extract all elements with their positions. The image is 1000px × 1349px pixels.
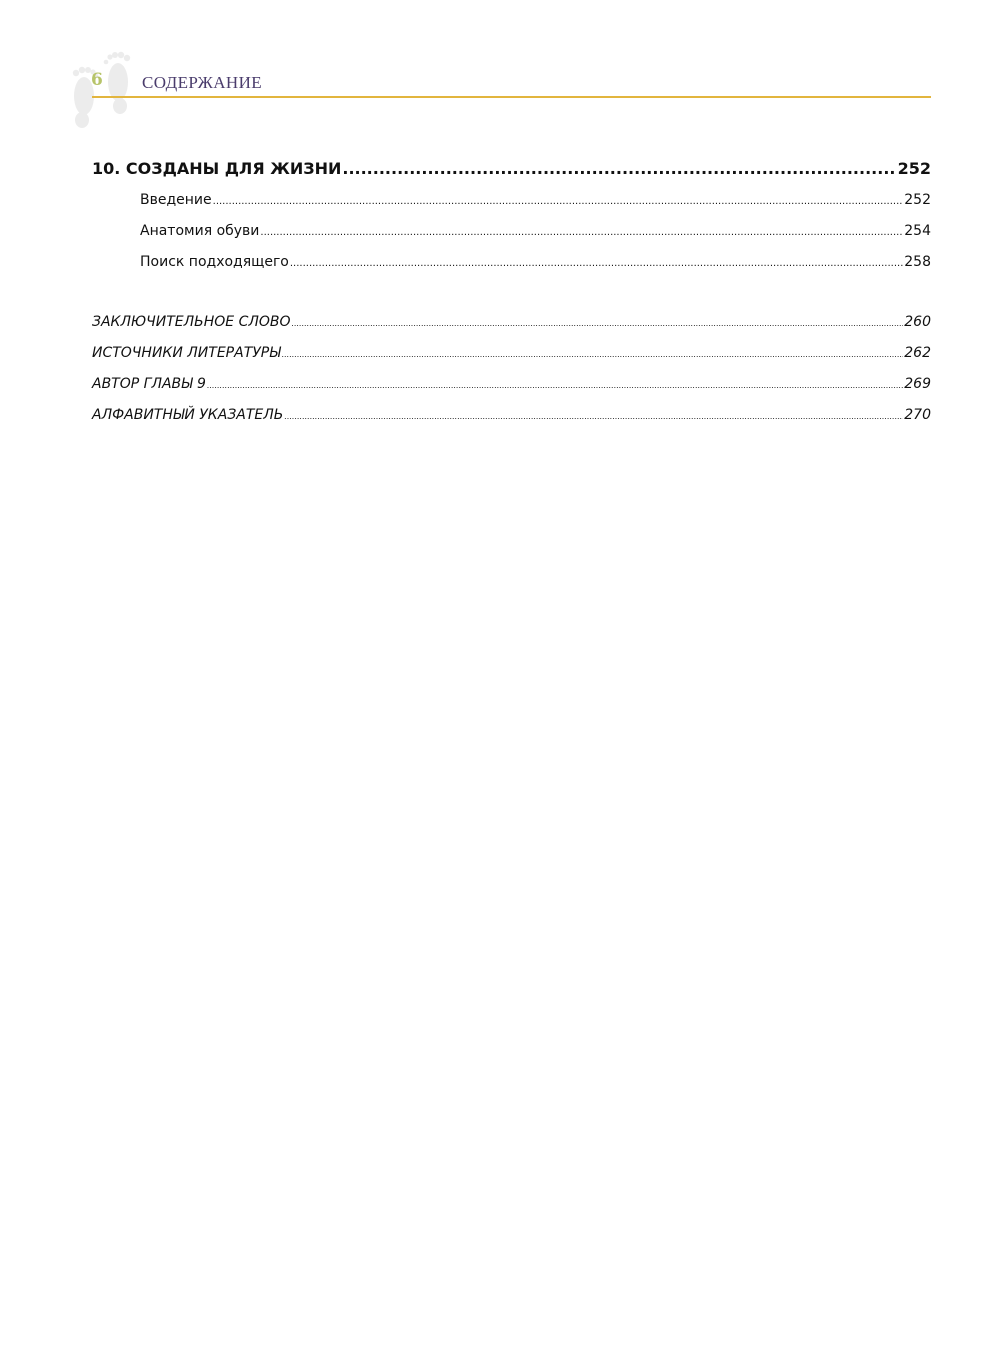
section-title: СОДЕРЖАНИЕ [142,73,263,92]
toc-entry-label: 10. СОЗДАНЫ ДЛЯ ЖИЗНИ [92,159,342,178]
dot-leader [290,254,903,270]
toc-entry-label: Введение [140,192,212,208]
toc-entry-page: 270 [904,407,931,423]
dot-leader [342,159,896,178]
toc-entry-label: Поиск подходящего [140,254,289,270]
toc-backmatter-entry[interactable] [92,314,931,330]
toc-entry-label: ЗАКЛЮЧИТЕЛЬНОЕ СЛОВО [92,314,291,330]
page-header [0,0,1000,110]
toc-entry-page: 252 [904,192,931,208]
toc-entry-label: Анатомия обуви [140,223,260,239]
dot-leader [284,407,903,423]
dot-leader [282,345,904,361]
toc-backmatter-entry[interactable] [92,345,931,361]
toc-entry-page: 252 [897,159,931,178]
toc-entry-label: ИСТОЧНИКИ ЛИТЕРАТУРЫ [92,345,281,361]
toc-entry-page: 258 [904,254,931,270]
toc-subsection-entry[interactable] [140,254,931,270]
toc-entry-page: 260 [904,314,931,330]
toc-entry-page: 262 [904,345,931,361]
toc-entry-label: АЛФАВИТНЫЙ УКАЗАТЕЛЬ [92,407,284,423]
page-number: 6 [91,70,103,90]
toc-subsection-entry[interactable] [140,192,931,208]
dot-leader [213,192,904,208]
toc-entry-page: 254 [904,223,931,239]
dot-leader [292,314,904,330]
toc-backmatter-entry[interactable] [92,376,931,392]
toc-entry-label: АВТОР ГЛАВЫ 9 [92,376,206,392]
toc-backmatter-entry[interactable] [92,407,931,423]
dot-leader [207,376,903,392]
toc-entry-page: 269 [904,376,931,392]
toc-chapter-entry[interactable] [92,159,931,178]
header-divider [92,96,931,98]
toc-subsection-entry[interactable] [140,223,931,239]
dot-leader [260,223,903,239]
